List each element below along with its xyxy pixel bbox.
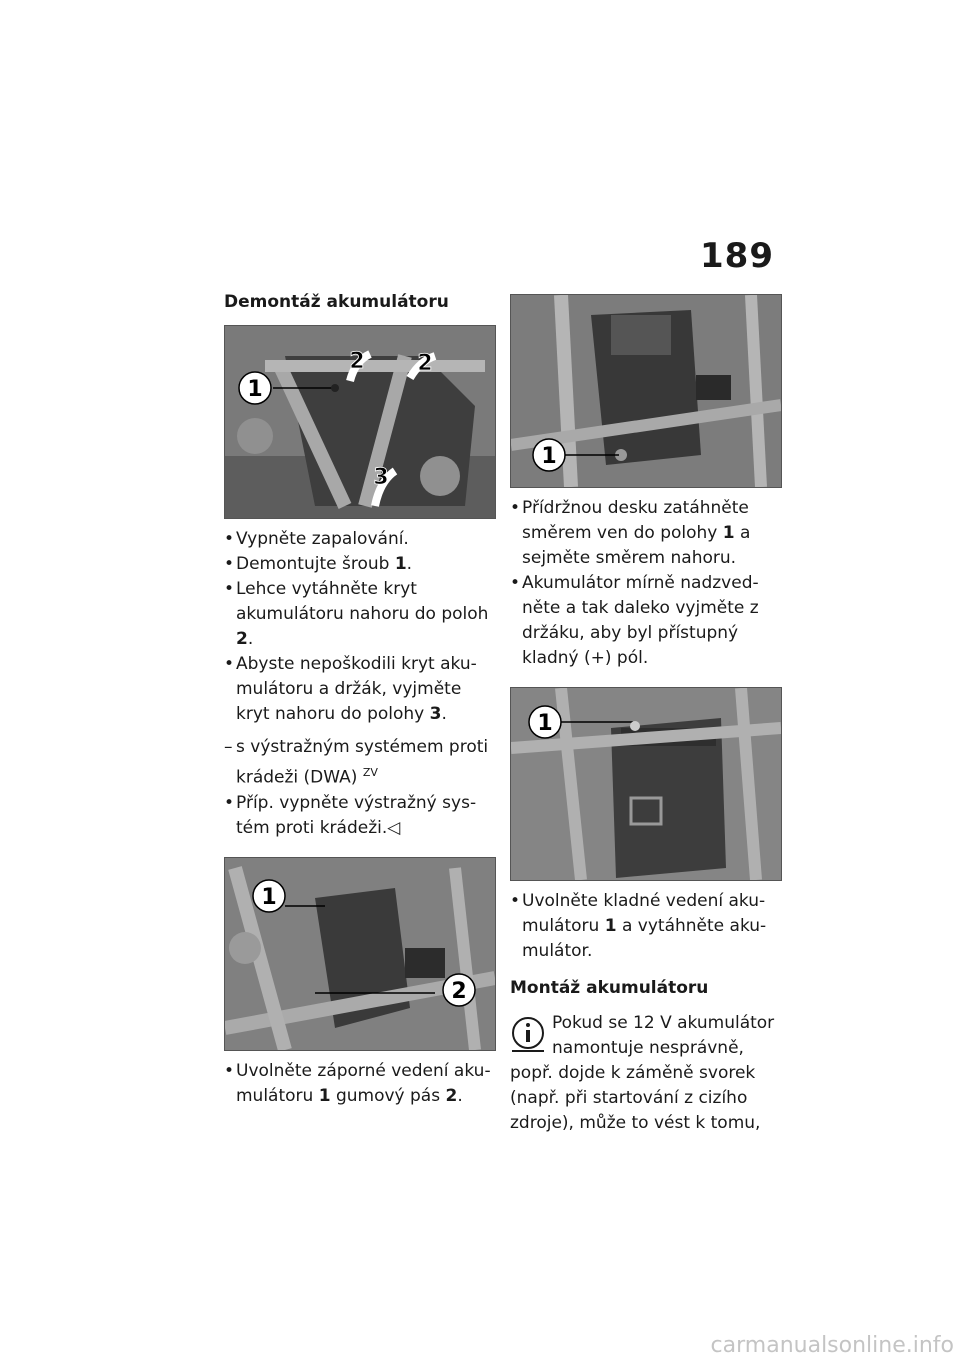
page-number: 189 <box>700 236 774 276</box>
watermark: carmanualsonline.info <box>710 1333 954 1358</box>
step-ignition-off: • Vypněte zapalování. <box>224 527 494 552</box>
right-column <box>510 294 782 1136</box>
info-note-text: Pokud se 12 V akumulátor namontuje nesprávně, popř. dojde k záměně svorek (např. při startování z cizího zdroje), může to vést k tomu, <box>510 1013 775 1133</box>
step-release-positive: • Uvolněte kladné vedení akumulátoru 1 a vytáhněte akumulátor. <box>510 889 782 964</box>
callout-label: 3 <box>373 465 389 490</box>
step-lift-battery: • Akumulátor mírně nadzvedněte a tak daleko vyjměte z držáku, aby byl přístupný kladný (+) pól. <box>510 571 782 671</box>
callout-label: 1 <box>261 884 277 910</box>
photo-positive-cable <box>510 687 782 881</box>
step-pull-plate: • Přídržnou desku zatáhněte směrem ven do polohy 1 a sejměte směrem nahoru. <box>510 496 782 571</box>
callout-label: 2 <box>349 349 365 374</box>
photo-negative-cable <box>224 857 496 1051</box>
callout-label: 1 <box>247 377 263 402</box>
info-note <box>510 1011 782 1136</box>
step-pull-cover: • Lehce vytáhněte kryt akumulátoru nahoru do poloh 2. <box>224 577 494 652</box>
step-disable-alarm: • Příp. vypněte výstražný systém proti krádeži.◁ <box>224 791 494 841</box>
step-remove-cover: • Abyste nepoškodili kryt akumulátoru a držák, vyjměte kryt nahoru do polohy 3. <box>224 652 494 727</box>
info-icon <box>510 1015 546 1053</box>
left-column <box>224 290 494 1109</box>
callout-label: 1 <box>537 711 553 736</box>
callout-label: 1 <box>541 444 557 469</box>
photo-battery-cover <box>224 325 496 519</box>
step-remove-screw: • Demontujte šroub 1. <box>224 552 494 577</box>
condition-dwa: – s výstražným systémem proti krádeži (DWA) $^{ZV}$ <box>224 735 494 791</box>
callout-label: 2 <box>451 978 467 1004</box>
section-heading-removal: Demontáž akumulátoru <box>224 292 449 312</box>
callout-label: 2 <box>417 351 433 376</box>
step-release-negative: • Uvolněte záporné vedení akumulátoru 1 gumový pás 2. <box>224 1059 494 1109</box>
photo-holding-plate <box>510 294 782 488</box>
section-heading-installation: Montáž akumulátoru <box>510 978 709 998</box>
